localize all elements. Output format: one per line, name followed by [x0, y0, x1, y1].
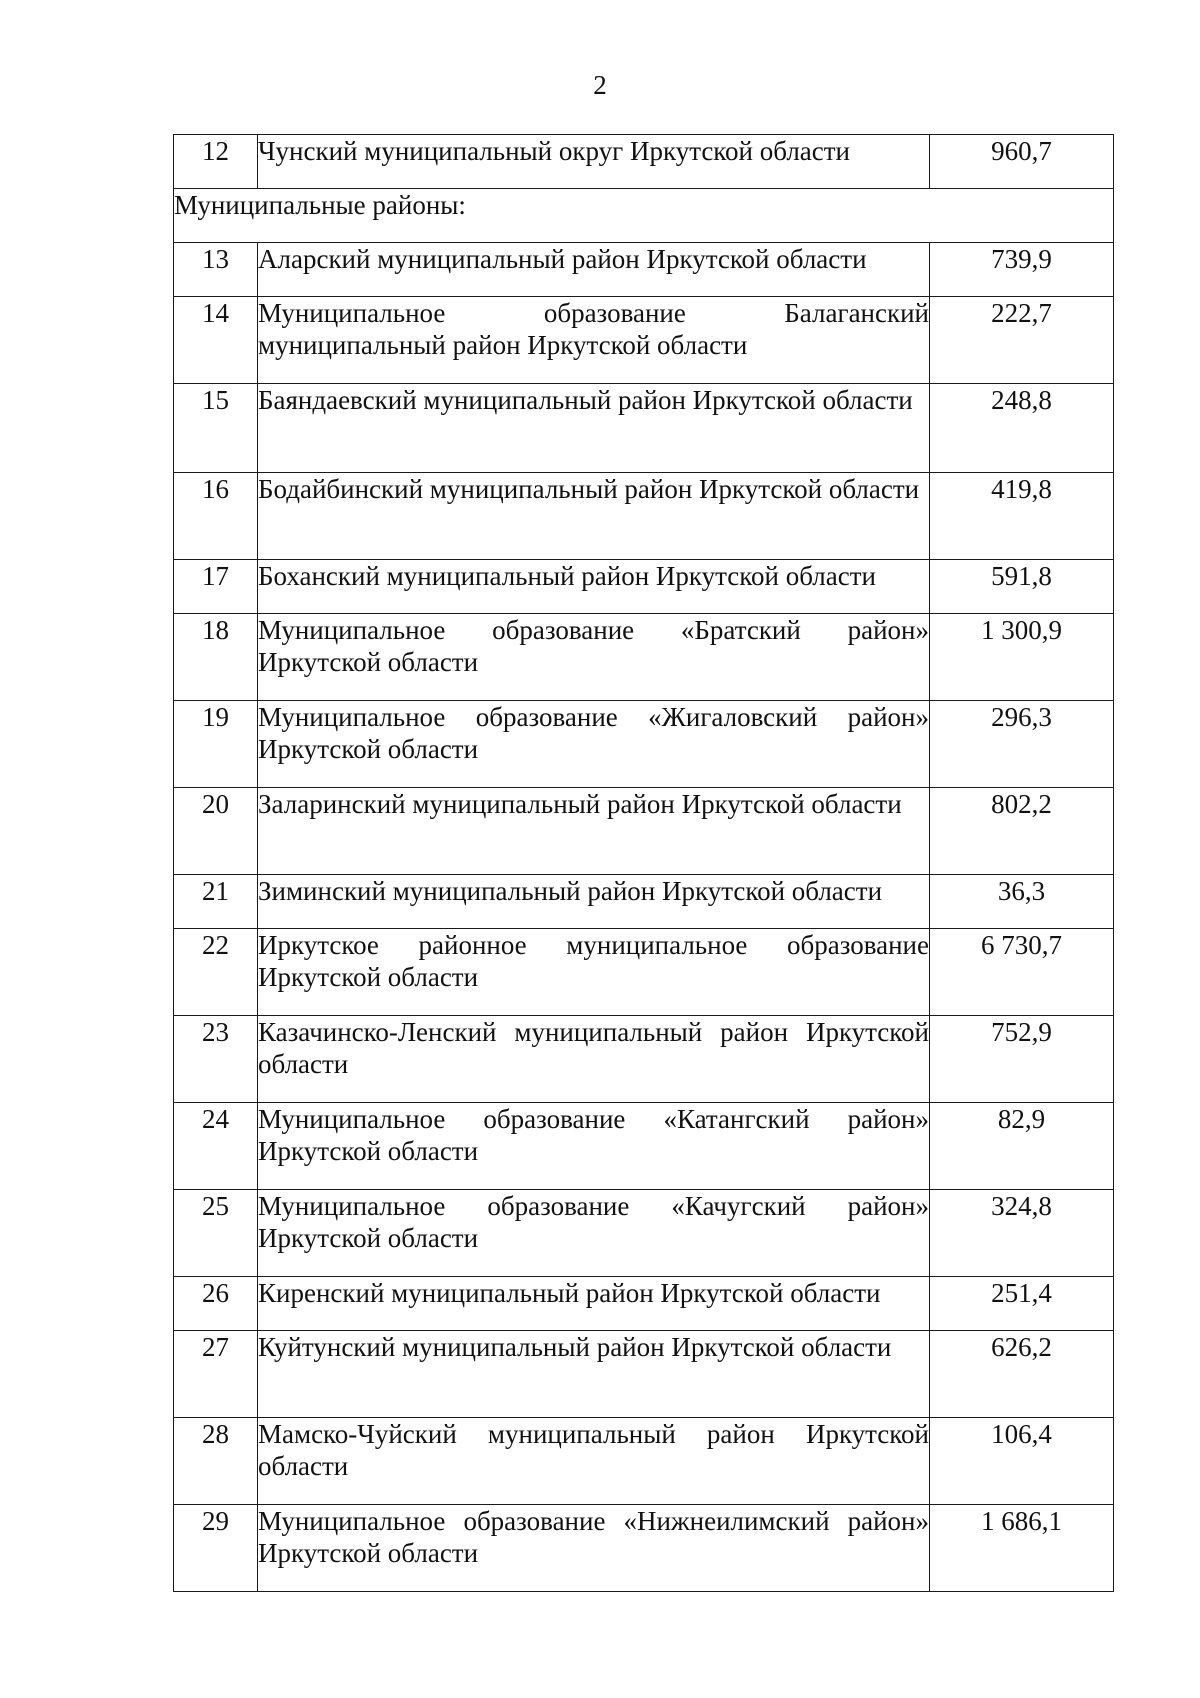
amount-value: 626,2 [930, 1331, 1114, 1418]
table-row [174, 1190, 1114, 1277]
section-heading-row [174, 189, 1114, 243]
municipality-name: Баяндаевский муниципальный район Иркутской области [258, 384, 930, 473]
municipality-name: Муниципальное образование «Жигаловский район» Иркутской области [258, 701, 930, 788]
page-number: 2 [593, 70, 607, 100]
row-number: 13 [174, 243, 258, 297]
table-row [174, 384, 1114, 473]
table-row [174, 135, 1114, 189]
table-row [174, 473, 1114, 560]
amount-value: 324,8 [930, 1190, 1114, 1277]
amount-value: 251,4 [930, 1277, 1114, 1331]
row-number: 15 [174, 384, 258, 473]
table-row [174, 701, 1114, 788]
amount-value: 36,3 [930, 875, 1114, 929]
table-row [174, 1103, 1114, 1190]
row-number: 17 [174, 560, 258, 614]
municipality-name: Мамско-Чуйский муниципальный район Иркутской области [258, 1418, 930, 1505]
table-row [174, 1505, 1114, 1592]
row-number: 16 [174, 473, 258, 560]
municipality-name: Иркутское районное муниципальное образование Иркутской области [258, 929, 930, 1016]
municipality-name: Муниципальное образование Балаганский муниципальный район Иркутской области [258, 297, 930, 384]
table-row [174, 243, 1114, 297]
row-number: 25 [174, 1190, 258, 1277]
table-row [174, 929, 1114, 1016]
row-number: 12 [174, 135, 258, 189]
row-number: 27 [174, 1331, 258, 1418]
allocation-table [173, 134, 1114, 1592]
amount-value: 1 686,1 [930, 1505, 1114, 1592]
amount-value: 739,9 [930, 243, 1114, 297]
table-row [174, 1016, 1114, 1103]
row-number: 26 [174, 1277, 258, 1331]
municipality-name: Боханский муниципальный район Иркутской области [258, 560, 930, 614]
amount-value: 591,8 [930, 560, 1114, 614]
municipality-name: Муниципальное образование «Катангский район» Иркутской области [258, 1103, 930, 1190]
table-row [174, 560, 1114, 614]
municipality-name: Муниципальное образование «Нижнеилимский район» Иркутской области [258, 1505, 930, 1592]
amount-value: 82,9 [930, 1103, 1114, 1190]
row-number: 20 [174, 788, 258, 875]
municipality-name: Заларинский муниципальный район Иркутской области [258, 788, 930, 875]
table-row [174, 875, 1114, 929]
municipality-name: Казачинско-Ленский муниципальный район Иркутской области [258, 1016, 930, 1103]
row-number: 14 [174, 297, 258, 384]
municipality-name: Зиминский муниципальный район Иркутской области [258, 875, 930, 929]
row-number: 22 [174, 929, 258, 1016]
municipality-name: Киренский муниципальный район Иркутской области [258, 1277, 930, 1331]
table-row [174, 1277, 1114, 1331]
row-number: 18 [174, 614, 258, 701]
row-number: 28 [174, 1418, 258, 1505]
amount-value: 6 730,7 [930, 929, 1114, 1016]
amount-value: 419,8 [930, 473, 1114, 560]
amount-value: 248,8 [930, 384, 1114, 473]
table-row [174, 1418, 1114, 1505]
municipality-name: Бодайбинский муниципальный район Иркутской области [258, 473, 930, 560]
row-number: 21 [174, 875, 258, 929]
amount-value: 1 300,9 [930, 614, 1114, 701]
amount-value: 296,3 [930, 701, 1114, 788]
municipality-name: Чунский муниципальный округ Иркутской области [258, 135, 930, 189]
municipality-name: Муниципальное образование «Братский район» Иркутской области [258, 614, 930, 701]
amount-value: 802,2 [930, 788, 1114, 875]
row-number: 24 [174, 1103, 258, 1190]
municipality-name: Муниципальное образование «Качугский район» Иркутской области [258, 1190, 930, 1277]
amount-value: 106,4 [930, 1418, 1114, 1505]
table-row [174, 1331, 1114, 1418]
section-heading: Муниципальные районы: [174, 189, 1114, 243]
table-row [174, 788, 1114, 875]
row-number: 19 [174, 701, 258, 788]
amount-value: 960,7 [930, 135, 1114, 189]
row-number: 29 [174, 1505, 258, 1592]
table-row [174, 614, 1114, 701]
amount-value: 752,9 [930, 1016, 1114, 1103]
municipality-name: Куйтунский муниципальный район Иркутской области [258, 1331, 930, 1418]
amount-value: 222,7 [930, 297, 1114, 384]
municipality-name: Аларский муниципальный район Иркутской области [258, 243, 930, 297]
row-number: 23 [174, 1016, 258, 1103]
table-row [174, 297, 1114, 384]
